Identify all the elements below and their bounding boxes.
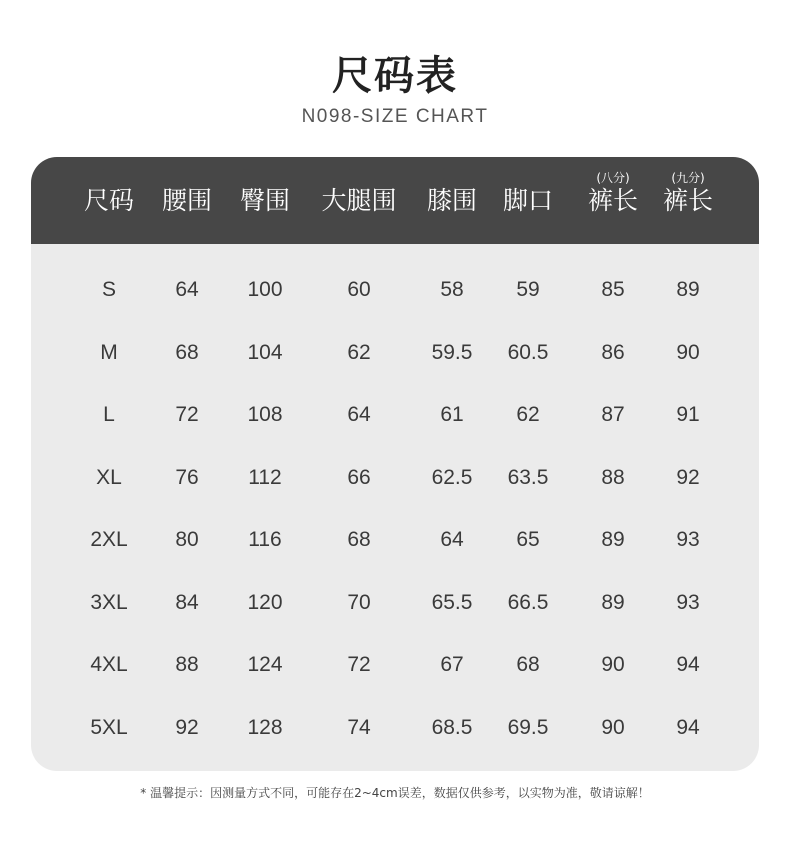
page-title: 尺码表 xyxy=(332,53,458,99)
table-row xyxy=(31,708,759,748)
header-cell xyxy=(412,157,492,244)
measurement-cell: 68 xyxy=(175,340,199,364)
measurement-cell: 94 xyxy=(676,715,700,739)
measurement-cell: 66.5 xyxy=(507,590,549,614)
table-row xyxy=(31,270,759,310)
measurement-cell: 60.5 xyxy=(507,340,549,364)
measurement-cell: 93 xyxy=(676,528,700,551)
measurement-cell: 64 xyxy=(175,278,199,301)
header-cell-sub-label: (八分) xyxy=(596,171,630,185)
measurement-cell: 72 xyxy=(175,403,199,426)
header-cell xyxy=(69,157,149,244)
header-cell xyxy=(648,157,728,244)
size-label-cell: XL xyxy=(96,465,122,489)
measurement-cell: 68 xyxy=(516,653,540,676)
measurement-cell: 94 xyxy=(676,653,700,676)
header-cell-label: 腰围 xyxy=(161,186,212,215)
measurement-cell: 86 xyxy=(601,340,625,364)
measurement-cell: 92 xyxy=(175,715,199,739)
size-label-cell: 5XL xyxy=(90,715,128,739)
measurement-cell: 60 xyxy=(347,278,371,301)
header-cell-label: 膝围 xyxy=(426,186,477,215)
measurement-cell: 59.5 xyxy=(431,340,473,364)
measurement-cell: 112 xyxy=(248,465,282,489)
measurement-cell: 59 xyxy=(516,278,540,301)
measurement-cell: 76 xyxy=(175,465,199,489)
measurement-cell: 74 xyxy=(347,715,371,739)
measurement-cell: 89 xyxy=(601,528,625,551)
header-cell-label: 裤长 xyxy=(587,186,638,215)
measurement-cell: 65.5 xyxy=(431,590,473,614)
measurement-cell: 87 xyxy=(601,403,625,426)
measurement-cell: 124 xyxy=(247,653,283,676)
measurement-cell: 70 xyxy=(347,590,371,614)
measurement-cell: 89 xyxy=(676,278,700,301)
measurement-cell: 116 xyxy=(248,528,282,551)
measurement-cell: 93 xyxy=(676,590,700,614)
measurement-cell: 68.5 xyxy=(431,715,473,739)
size-chart-table xyxy=(31,157,759,771)
measurement-cell: 69.5 xyxy=(507,715,549,739)
size-label-cell: 2XL xyxy=(90,528,128,551)
measurement-cell: 120 xyxy=(247,590,283,614)
header-cell xyxy=(319,157,399,244)
table-row xyxy=(31,458,759,498)
table-row xyxy=(31,333,759,373)
measurement-cell: 90 xyxy=(601,653,625,676)
measurement-cell: 65 xyxy=(516,528,540,551)
measurement-cell: 64 xyxy=(440,528,464,551)
size-label-cell: M xyxy=(100,340,118,364)
measurement-cell: 72 xyxy=(347,653,371,676)
measurement-cell: 63.5 xyxy=(507,465,549,489)
table-header xyxy=(31,157,759,244)
header-cell xyxy=(225,157,305,244)
measurement-cell: 68 xyxy=(347,528,371,551)
measurement-cell: 66 xyxy=(347,465,371,489)
header-cell xyxy=(573,157,653,244)
measurement-cell: 62.5 xyxy=(431,465,473,489)
measurement-cell: 88 xyxy=(601,465,625,489)
measurement-cell: 128 xyxy=(247,715,283,739)
header-cell xyxy=(488,157,568,244)
measurement-cell: 91 xyxy=(676,403,700,426)
measurement-cell: 100 xyxy=(247,278,283,301)
measurement-cell: 85 xyxy=(601,278,625,301)
header-cell-label: 臀围 xyxy=(239,186,290,215)
header-cell-label: 大腿围 xyxy=(321,186,397,215)
table-row xyxy=(31,583,759,623)
measurement-cell: 84 xyxy=(175,590,199,614)
measurement-cell: 64 xyxy=(347,403,371,426)
table-row xyxy=(31,520,759,560)
measurement-cell: 90 xyxy=(601,715,625,739)
page-subtitle: N098-SIZE CHART xyxy=(301,106,489,127)
size-label-cell: S xyxy=(101,278,116,301)
header-cell xyxy=(147,157,227,244)
measurement-cell: 88 xyxy=(175,653,199,676)
measurement-cell: 80 xyxy=(175,528,199,551)
table-row xyxy=(31,645,759,685)
size-label-cell: 4XL xyxy=(90,653,128,676)
header-cell-label: 裤长 xyxy=(662,186,713,215)
table-row xyxy=(31,395,759,435)
size-label-cell: L xyxy=(103,403,115,426)
measurement-cell: 61 xyxy=(440,403,464,426)
measurement-cell: 108 xyxy=(247,403,283,426)
measurement-cell: 89 xyxy=(601,590,625,614)
size-label-cell: 3XL xyxy=(90,590,128,614)
measurement-cell: 90 xyxy=(676,340,700,364)
measurement-cell: 67 xyxy=(440,653,464,676)
measurement-note: * 温馨提示：因测量方式不同，可能存在2~4cm误差，数据仅供参考，以实物为准，敬请谅解！ xyxy=(140,786,650,800)
header-cell-label: 尺码 xyxy=(83,186,134,215)
measurement-cell: 92 xyxy=(676,465,700,489)
header-cell-sub-label: (九分) xyxy=(671,171,705,185)
measurement-cell: 62 xyxy=(347,340,371,364)
measurement-cell: 62 xyxy=(516,403,540,426)
measurement-cell: 104 xyxy=(247,340,283,364)
measurement-cell: 58 xyxy=(440,278,464,301)
header-cell-label: 脚口 xyxy=(502,186,553,215)
